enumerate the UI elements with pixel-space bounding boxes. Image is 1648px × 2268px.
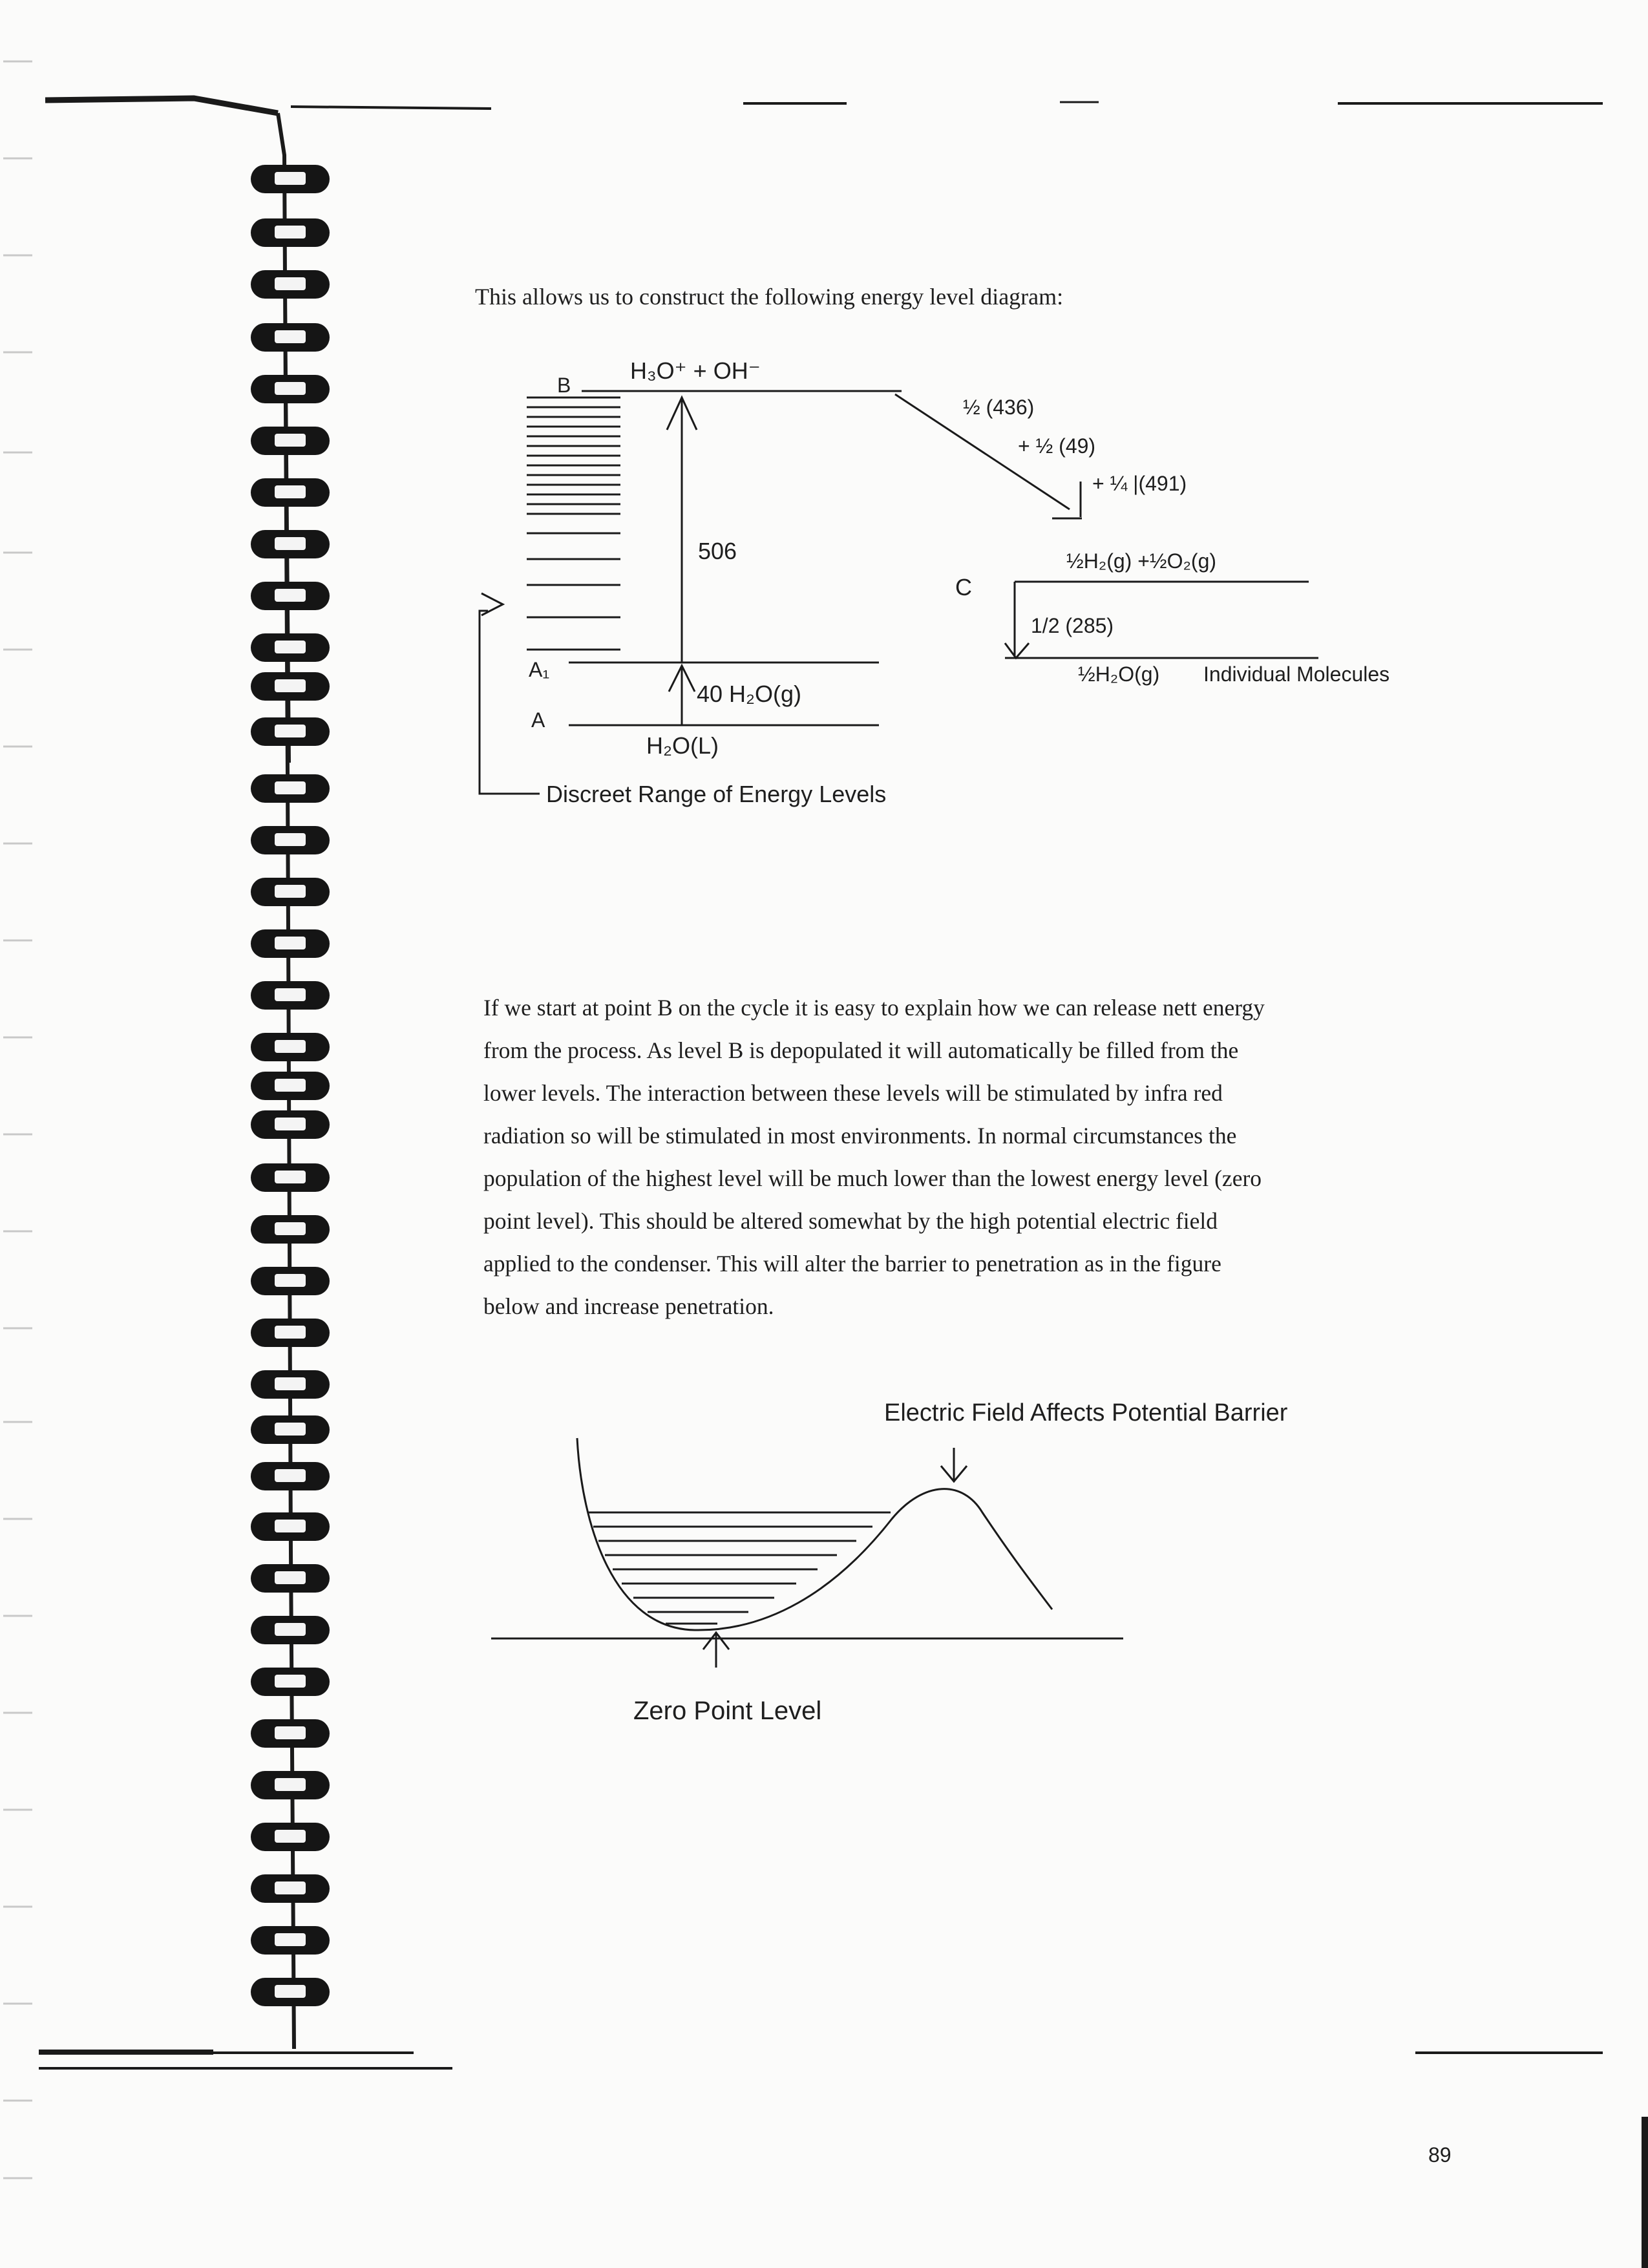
potential-barrier-diagram: [491, 1438, 1123, 1668]
body-line: population of the highest level will be much lower than the lowest energy level (zero: [483, 1165, 1262, 1191]
zero-point-label: Zero Point Level: [633, 1697, 822, 1725]
body-line: point level). This should be altered somewhat by the high potential electric field: [483, 1208, 1218, 1234]
top-border: [45, 98, 1603, 113]
body-line: lower levels. The interaction between these levels will be stimulated by infra red: [483, 1080, 1223, 1106]
energy-level-diagram: [480, 391, 1318, 794]
step-49: + ½ (49): [1018, 434, 1096, 458]
level-b-species: H₃O⁺ + OH⁻: [630, 357, 761, 384]
body-line: If we start at point B on the cycle it is easy to explain how we can release nett energy: [483, 995, 1265, 1021]
page-number: 89: [1428, 2143, 1452, 2167]
bottom-border: [39, 2052, 1645, 2268]
body-line: below and increase penetration.: [483, 1293, 774, 1319]
intro-text: This allows us to construct the following energy level diagram:: [475, 284, 1064, 310]
body-line: from the process. As level B is depopulated it will automatically be filled from the: [483, 1037, 1239, 1063]
value-40-h2o-gas: 40 H₂O(g): [697, 681, 802, 707]
molecules-species: ½H₂O(g): [1078, 662, 1160, 686]
margin-ticks: [3, 61, 32, 2178]
body-line: applied to the condenser. This will alter the barrier to penetration as in the figure: [483, 1251, 1221, 1277]
body-paragraph: [483, 986, 1453, 1328]
level-a-label: A: [531, 708, 545, 732]
step-436: ½ (436): [963, 396, 1035, 419]
barrier-curve: [577, 1438, 1052, 1630]
range-bracket: [480, 611, 540, 794]
level-a1-label: A₁: [529, 658, 550, 681]
gas-species: ½H₂(g) +½O₂(g): [1066, 549, 1217, 573]
discrete-levels: [527, 397, 620, 650]
level-b-label: B: [557, 374, 571, 397]
body-line: radiation so will be stimulated in most environments. In normal circumstances the: [483, 1123, 1237, 1149]
h2o-liquid-label: H₂O(L): [646, 732, 719, 759]
molecules-label: Individual Molecules: [1203, 662, 1390, 686]
value-285: 1/2 (285): [1031, 614, 1114, 637]
discrete-range-label: Discreet Range of Energy Levels: [546, 781, 887, 807]
step-491: + ¼ |(491): [1092, 472, 1187, 495]
value-506: 506: [698, 538, 737, 564]
barrier-top-label: Electric Field Affects Potential Barrier: [884, 1399, 1288, 1426]
level-c-label: C: [955, 574, 972, 600]
